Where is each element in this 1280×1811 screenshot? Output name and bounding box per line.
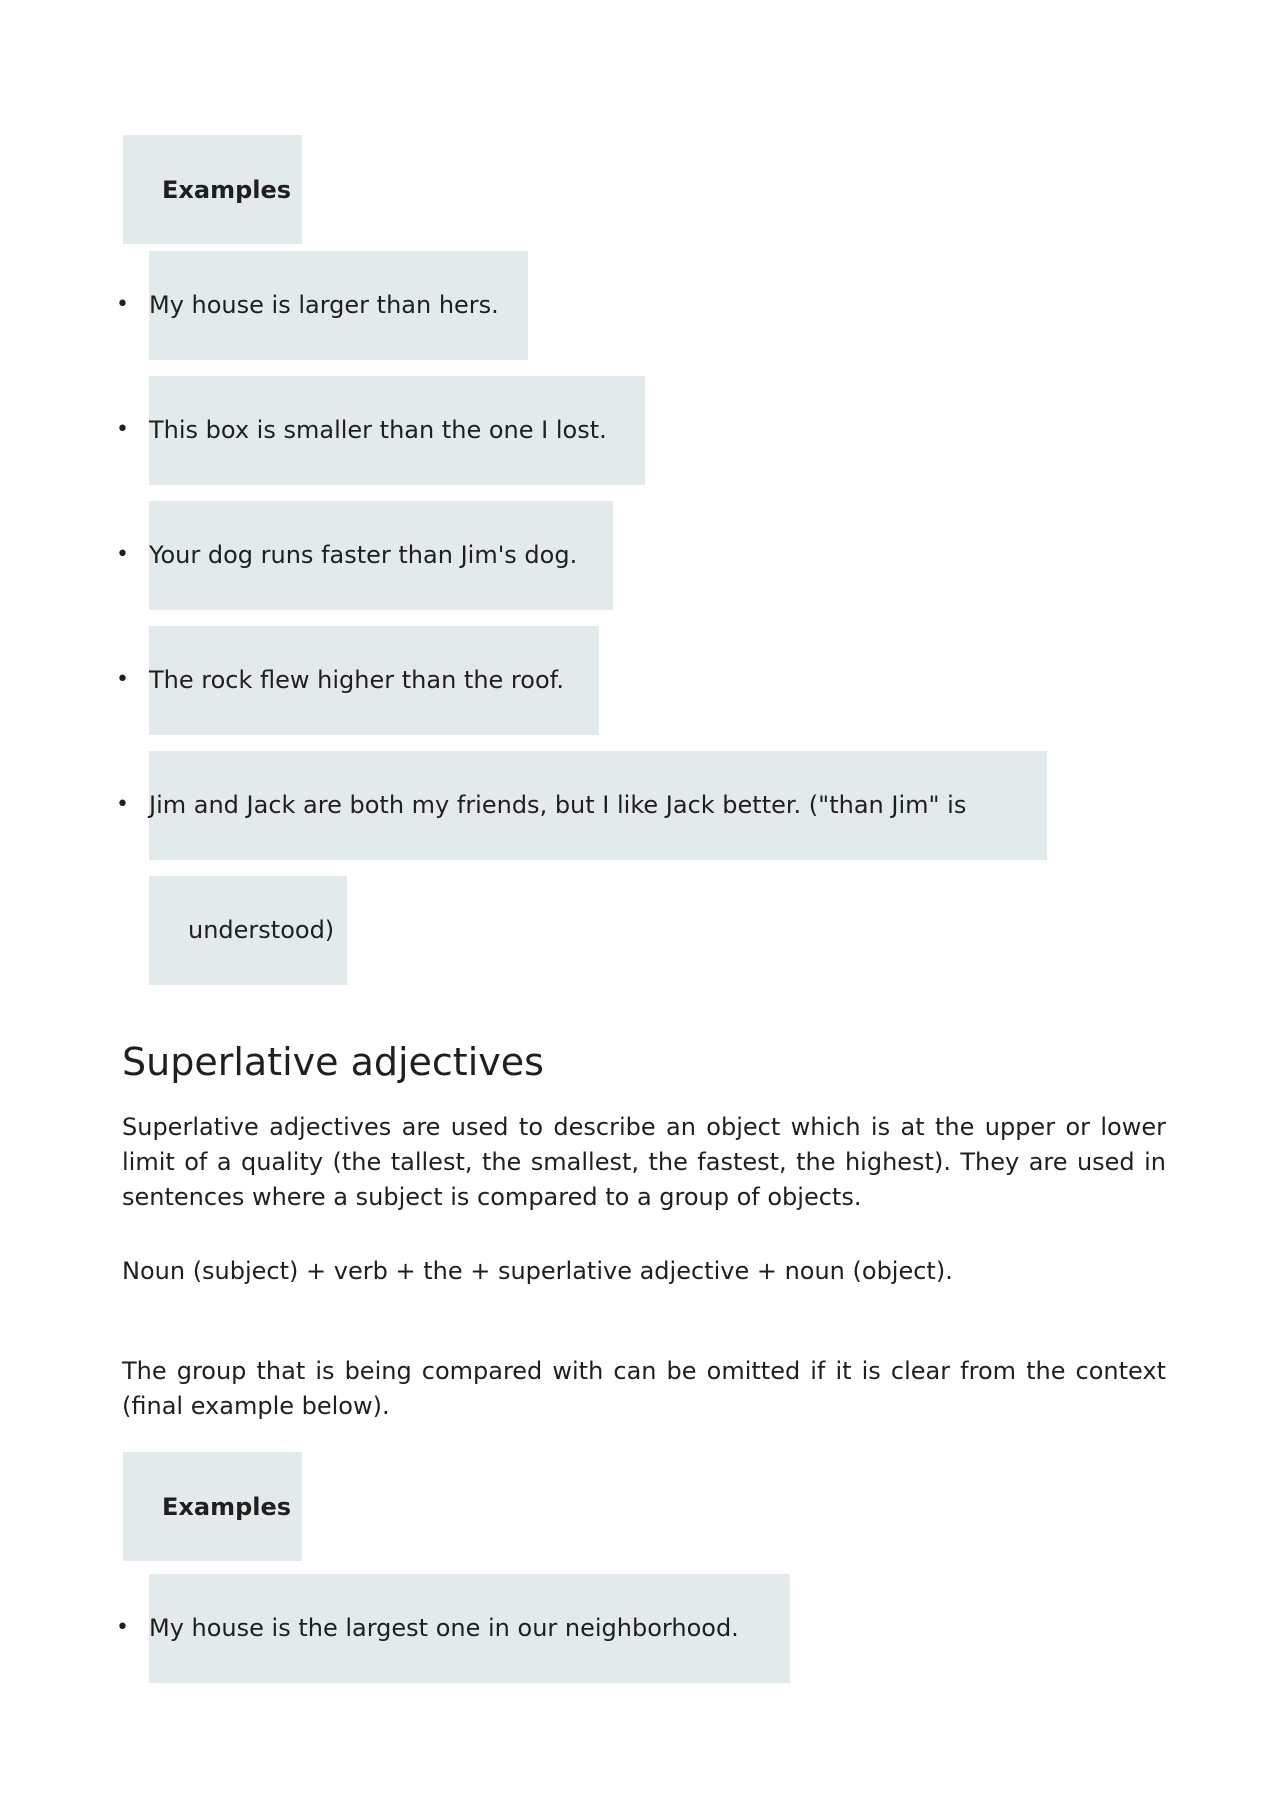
formula-text: Noun (subject) + verb + the + superlative adjective + noun (object). xyxy=(122,1257,953,1285)
example-item-continuation: understood) xyxy=(188,916,335,944)
examples-label: Examples xyxy=(162,176,292,204)
bullet-icon: • xyxy=(116,1615,129,1640)
bullet-icon: • xyxy=(116,792,129,817)
example-item: This box is smaller than the one I lost. xyxy=(149,416,607,444)
examples-label: Examples xyxy=(162,1493,292,1521)
bullet-icon: • xyxy=(116,292,129,317)
section-heading: Superlative adjectives xyxy=(122,1040,544,1084)
example-item: My house is larger than hers. xyxy=(149,291,499,319)
example-item: The rock flew higher than the roof. xyxy=(149,666,564,694)
note-paragraph: The group that is being compared with can be omitted if it is clear from the context (final example below). xyxy=(122,1357,1166,1420)
example-item: My house is the largest one in our neighborhood. xyxy=(149,1614,739,1642)
bullet-icon: • xyxy=(116,542,129,567)
bullet-icon: • xyxy=(116,417,129,442)
example-item: Your dog runs faster than Jim's dog. xyxy=(149,541,578,569)
bullet-icon: • xyxy=(116,667,129,692)
intro-paragraph: Superlative adjectives are used to describe an object which is at the upper or lower limit of a quality (the tallest, the smallest, the fastest, the highest). They are used in sentences where a subject is compared to a group of objects. xyxy=(122,1113,1166,1211)
example-item: Jim and Jack are both my friends, but I like Jack better. ("than Jim" is xyxy=(149,791,967,819)
